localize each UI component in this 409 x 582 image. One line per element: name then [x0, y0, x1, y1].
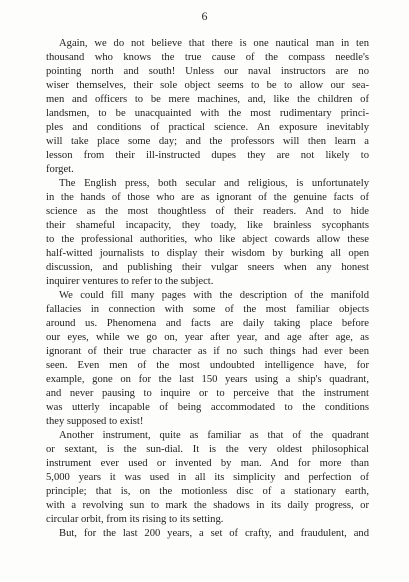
text-line: instrument ever used or invented by man. And for more than	[46, 458, 369, 469]
text-line: they supposed to exist!	[46, 416, 144, 427]
text-line: principle; that is, on the motionless disc of a stationary earth,	[46, 486, 369, 497]
text-line: men and officers to be mere machines, and, like the children of	[46, 94, 369, 105]
text-line: was utterly incapable of being accommodated to the conditions	[46, 402, 369, 413]
text-line: example, gone on for the last 150 years using a ship's quadrant,	[46, 374, 369, 385]
text-line: landsmen, to be unacquainted with the most rudimentary princi-	[46, 108, 369, 119]
text-line: wiser themselves, their sole object seems to be to allow our sea-	[46, 80, 369, 91]
text-line: We could fill many pages with the description of the manifold	[59, 290, 369, 301]
text-line: The English press, both secular and religious, is unfortunately	[59, 178, 369, 189]
text-line: to the professional authorities, who like abject cowards allow these	[46, 234, 369, 245]
text-line: seen. Even men of the most undoubted intelligence have, for	[46, 360, 369, 371]
text-line: or sextant, is the sun-dial. It is the very oldest philosophical	[46, 444, 369, 455]
text-line: forget.	[46, 164, 74, 175]
text-line: around us. Phenomena and facts are daily taking place before	[46, 318, 369, 329]
text-line: pointing north and south! Unless our naval instructors are no	[46, 66, 369, 77]
text-line: and never pausing to inquire or to perceive that the instrument	[46, 388, 369, 399]
text-line: in the hands of those who are as ignorant of the genuine facts of	[46, 192, 369, 203]
text-line: with a revolving sun to mark the shadows in its daily progress, or	[46, 500, 369, 511]
text-line: Again, we do not believe that there is one nautical man in ten	[59, 38, 369, 49]
text-line: discussion, and publishing their vulgar sneers when any honest	[46, 262, 369, 273]
text-line: fallacies in connection with some of the most familiar objects	[46, 304, 369, 315]
text-line: 5,000 years it was used in all its simplicity and perfection of	[46, 472, 369, 483]
text-line: ples and conditions of practical science. An exposure inevitably	[46, 122, 369, 133]
text-line: science as the most thoughtless of their readers. And to hide	[46, 206, 369, 217]
text-line: circular orbit, from its rising to its setting.	[46, 514, 224, 525]
page-number: 6	[201, 9, 208, 23]
text-line: will take place some day; and the professors will then learn a	[46, 136, 369, 147]
text-line: thousand who knows the true cause of the compass needle's	[46, 52, 369, 63]
text-line: lesson from their ill-instructed dupes they are not likely to	[46, 150, 369, 161]
text-line: ignorant of their true character as if no such things had ever been	[46, 346, 369, 357]
text-line: half-witted journalists to display their wisdom by burking all open	[46, 248, 369, 259]
text-line: Another instrument, quite as familiar as that of the quadrant	[59, 430, 369, 441]
text-line: our eyes, while we go on, year after year, and age after age, as	[46, 332, 369, 343]
text-line: their shameful incapacity, they toady, like brainless sycophants	[46, 220, 369, 231]
text-line: But, for the last 200 years, a set of crafty, and fraudulent, and	[59, 528, 369, 539]
text-line: inquirer ventures to refer to the subject.	[46, 276, 214, 287]
